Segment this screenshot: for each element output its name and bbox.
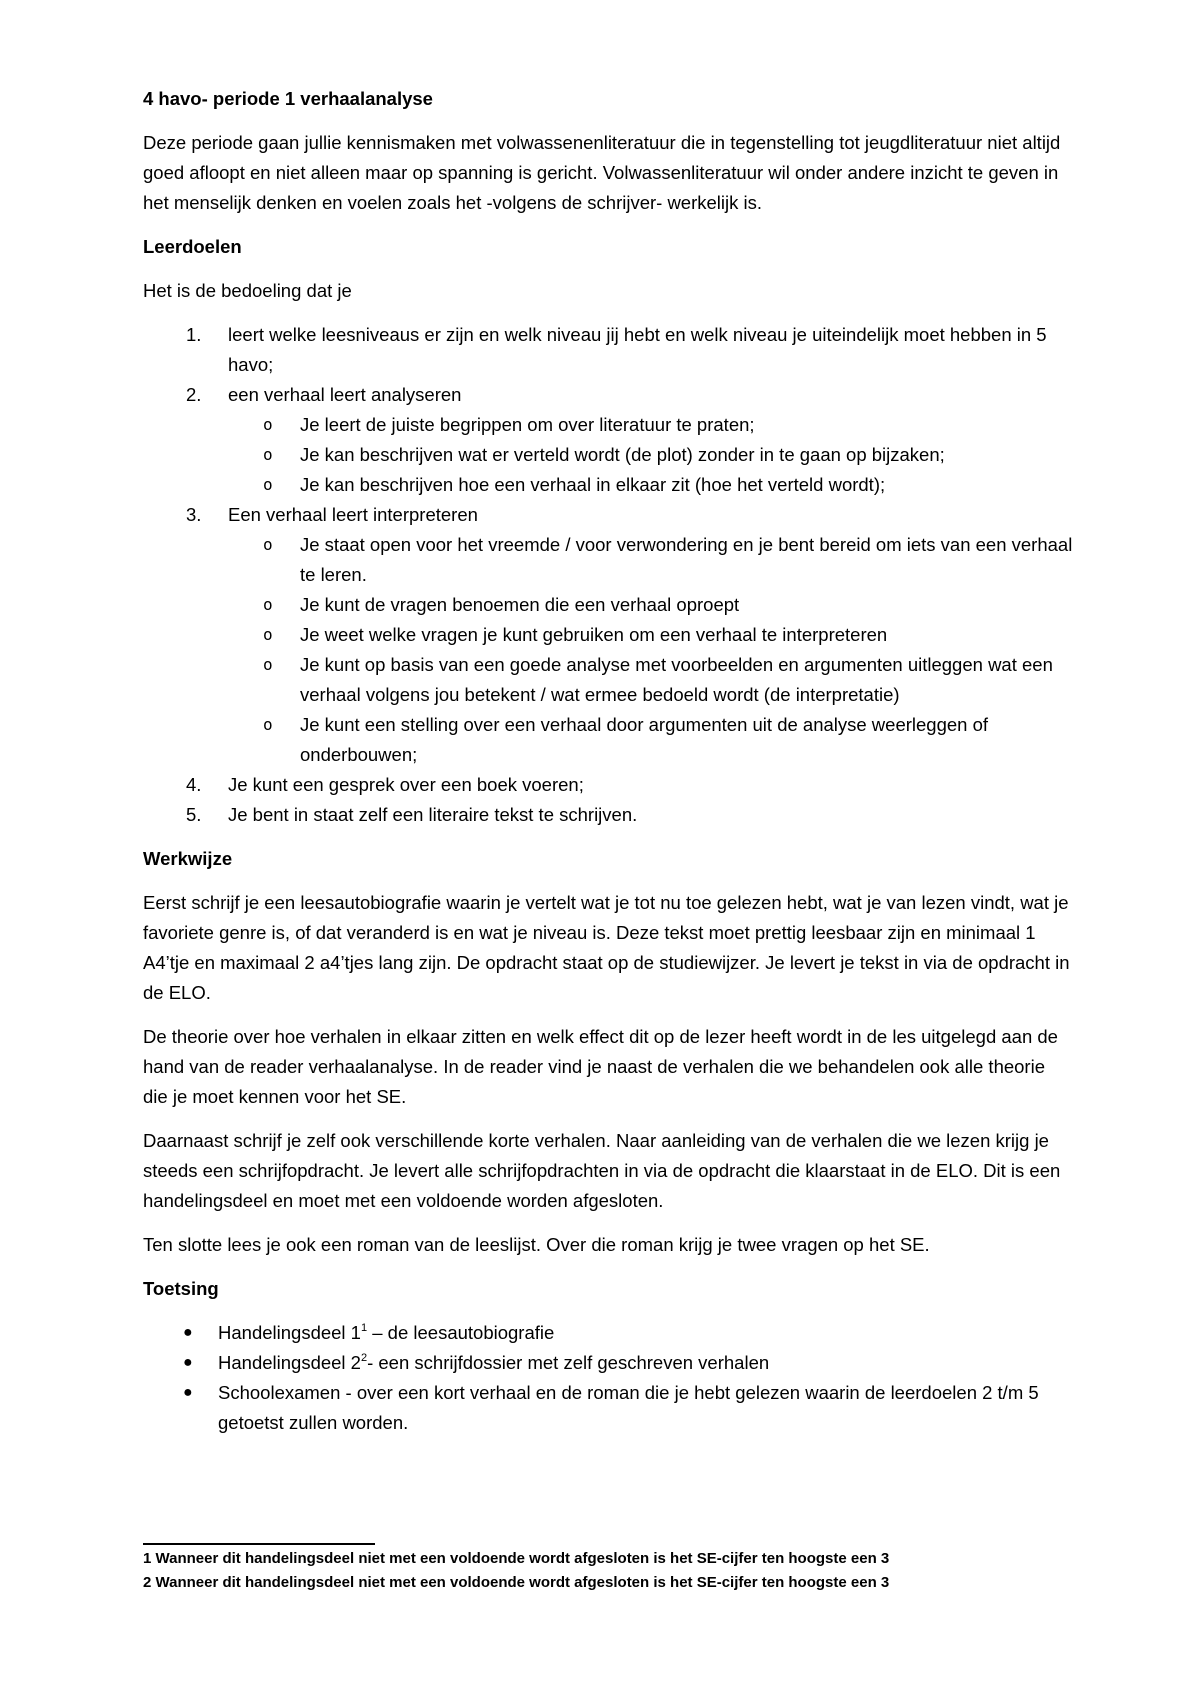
werkwijze-paragraph-4: Ten slotte lees je ook een roman van de leeslijst. Over die roman krijg je twee vragen op het SE. <box>143 1234 930 1255</box>
sub-item <box>228 470 1073 500</box>
bullet-icon: ● <box>183 1324 193 1341</box>
document-title: 4 havo- periode 1 verhaalanalyse <box>143 88 433 109</box>
circle-bullet-icon: o <box>263 415 273 434</box>
sub-item <box>228 410 1073 440</box>
circle-bullet-icon: o <box>263 475 273 494</box>
leerdoel-item-1 <box>143 320 1073 380</box>
sub-item-text: Je staat open voor het vreemde / voor verwondering en je bent bereid om iets van een verhaal te leren. <box>300 534 1073 585</box>
circle-bullet-icon: o <box>263 715 273 734</box>
leerdoelen-lead: Het is de bedoeling dat je <box>143 280 352 301</box>
leerdoel-item-3 <box>143 500 1073 770</box>
sub-item <box>228 710 1073 770</box>
list-number: 2. <box>186 384 202 405</box>
leerdoelen-list <box>143 320 1073 830</box>
toetsing-item-3 <box>143 1378 1073 1438</box>
leerdoel-text: leert welke leesniveaus er zijn en welk niveau jij hebt en welk niveau je uiteindelijk moet hebben in 5 havo; <box>228 324 1047 375</box>
footnotes <box>143 1547 1073 1595</box>
werkwijze-paragraph-2: De theorie over hoe verhalen in elkaar zitten en welk effect dit op de lezer heeft wordt in de les uitgelegd aan de hand van de reader verhaalanalyse. In de reader vind je naast de verhalen die we behandelen ook alle theorie die je moet kennen voor het SE. <box>143 1026 1058 1107</box>
sub-item-text: Je kunt op basis van een goede analyse met voorbeelden en argumenten uitleggen wat een verhaal volgens jou betekent / wat ermee bedoeld wordt (de interpretatie) <box>300 654 1053 705</box>
bullet-icon: ● <box>183 1354 193 1371</box>
sub-list <box>228 530 1073 770</box>
sub-list <box>228 410 1073 500</box>
circle-bullet-icon: o <box>263 595 273 614</box>
sub-item-text: Je leert de juiste begrippen om over literatuur te praten; <box>300 414 755 435</box>
circle-bullet-icon: o <box>263 445 273 464</box>
leerdoel-text: Je kunt een gesprek over een boek voeren; <box>228 774 584 795</box>
toetsing-item-text: Schoolexamen - over een kort verhaal en de roman die je hebt gelezen waarin de leerdoelen 2 t/m 5 getoetst zullen worden. <box>218 1382 1039 1433</box>
toetsing-heading: Toetsing <box>143 1278 219 1299</box>
document-body <box>143 84 1073 1438</box>
werkwijze-heading: Werkwijze <box>143 848 233 869</box>
sub-item <box>228 440 1073 470</box>
sub-item-text: Je kan beschrijven wat er verteld wordt (de plot) zonder in te gaan op bijzaken; <box>300 444 945 465</box>
footnote-1: 1 Wanneer dit handelingsdeel niet met een voldoende wordt afgesloten is het SE-cijfer ten hoogste een 3 <box>143 1550 890 1567</box>
leerdoelen-heading: Leerdoelen <box>143 236 242 257</box>
leerdoel-item-2 <box>143 380 1073 500</box>
list-number: 1. <box>186 324 202 345</box>
leerdoel-text: Je bent in staat zelf een literaire tekst te schrijven. <box>228 804 638 825</box>
leerdoel-item-4 <box>143 770 1073 800</box>
footnote-ref-1: 1 <box>360 1322 368 1334</box>
toetsing-item-text: Handelingsdeel 1 <box>218 1322 361 1343</box>
werkwijze-paragraph-3: Daarnaast schrijf je zelf ook verschillende korte verhalen. Naar aanleiding van de verhalen die we lezen krijg je steeds een schrijfopdracht. Je levert alle schrijfopdrachten in via de opdracht die klaarstaat in de ELO. Dit is een handelingsdeel en moet met een voldoende worden afgesloten. <box>143 1130 1061 1211</box>
sub-item <box>228 620 1073 650</box>
circle-bullet-icon: o <box>263 535 273 554</box>
sub-item-text: Je kunt een stelling over een verhaal door argumenten uit de analyse weerleggen of onderbouwen; <box>300 714 989 765</box>
sub-item <box>228 530 1073 590</box>
footnote-2: 2 Wanneer dit handelingsdeel niet met een voldoende wordt afgesloten is het SE-cijfer ten hoogste een 3 <box>143 1574 890 1591</box>
toetsing-item-2 <box>143 1348 1073 1378</box>
leerdoel-text: een verhaal leert analyseren <box>228 384 462 405</box>
footnote-separator <box>143 1543 375 1545</box>
intro-paragraph: Deze periode gaan jullie kennismaken met volwassenenliteratuur die in tegenstelling tot jeugdliteratuur niet altijd goed afloopt en niet alleen maar op spanning is gericht. Volwassenliteratuur wil onder andere inzicht te geven in het menselijk denken en voelen zoals het -volgens de schrijver- werkelijk is. <box>143 132 1061 213</box>
leerdoel-text: Een verhaal leert interpreteren <box>228 504 478 525</box>
toetsing-item-text: Handelingsdeel 2 <box>218 1352 361 1373</box>
toetsing-item-1 <box>143 1318 1073 1348</box>
footnote-ref-2: 2 <box>360 1352 368 1364</box>
toetsing-list <box>143 1318 1073 1438</box>
werkwijze-paragraph-1: Eerst schrijf je een leesautobiografie waarin je vertelt wat je tot nu toe gelezen hebt, wat je van lezen vindt, wat je favoriete genre is, of dat veranderd is en wat je niveau is. Deze tekst moet prettig leesbaar zijn en minimaal 1 A4’tje en maximaal 2 a4’tjes lang zijn. De opdracht staat op de studiewijzer. Je levert je tekst in via de opdracht in de ELO. <box>143 892 1070 1003</box>
toetsing-item-text: – de leesautobiografie <box>367 1322 555 1343</box>
sub-item <box>228 590 1073 620</box>
leerdoel-item-5 <box>143 800 1073 830</box>
list-number: 4. <box>186 774 202 795</box>
sub-item-text: Je kunt de vragen benoemen die een verhaal oproept <box>300 594 740 615</box>
sub-item-text: Je weet welke vragen je kunt gebruiken om een verhaal te interpreteren <box>300 624 888 645</box>
sub-item <box>228 650 1073 710</box>
sub-item-text: Je kan beschrijven hoe een verhaal in elkaar zit (hoe het verteld wordt); <box>300 474 886 495</box>
toetsing-item-text: - een schrijfdossier met zelf geschreven verhalen <box>367 1352 770 1373</box>
circle-bullet-icon: o <box>263 655 273 674</box>
list-number: 3. <box>186 504 202 525</box>
list-number: 5. <box>186 804 202 825</box>
bullet-icon: ● <box>183 1384 193 1401</box>
circle-bullet-icon: o <box>263 625 273 644</box>
